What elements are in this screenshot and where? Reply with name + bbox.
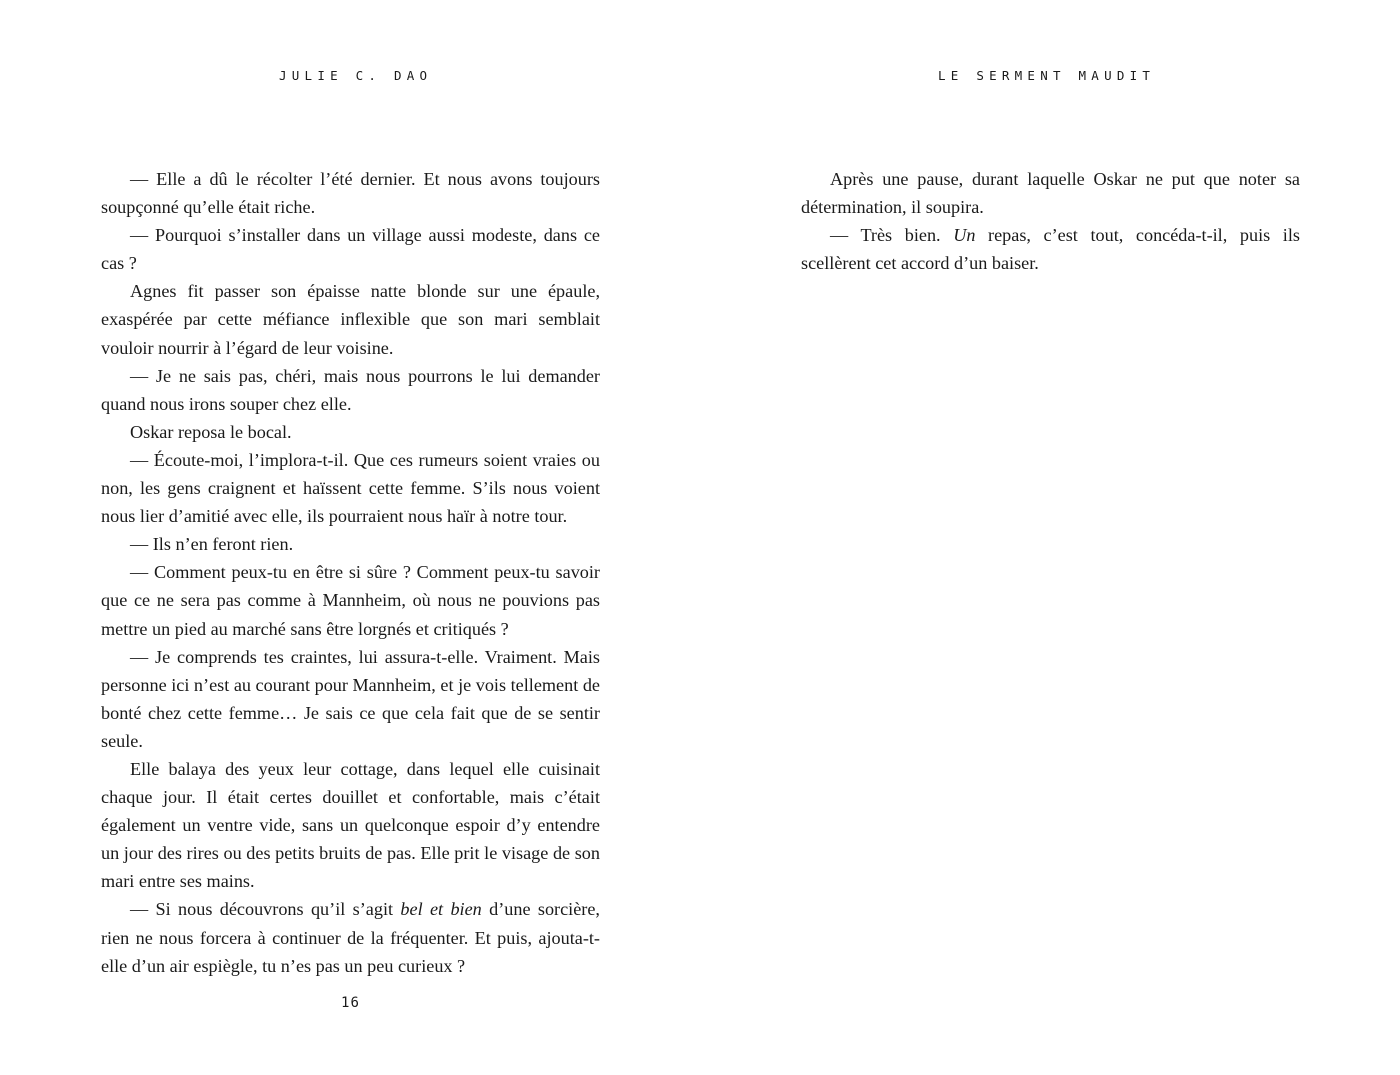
paragraph: — Pourquoi s’installer dans un village aussi modeste, dans ce cas ? xyxy=(101,225,600,274)
paragraph xyxy=(101,895,600,979)
right-page xyxy=(700,0,1400,1075)
paragraph-text: — Si nous découvrons qu’il s’agit xyxy=(130,899,401,920)
paragraph-text: repas, c’est tout, concéda-t-il, puis ils scellèrent cet accord d’un baiser. xyxy=(801,225,1300,274)
paragraph xyxy=(801,221,1300,277)
paragraph-text: d’une sorcière, rien ne nous forcera à continuer de la fréquenter. Et puis, ajouta-t-elle d’un air espiègle, tu n’es pas un peu curieux ? xyxy=(101,899,600,976)
paragraph: — Écoute-moi, l’implora-t-il. Que ces rumeurs soient vraies ou non, les gens craignent et haïssent cette femme. S’ils nous voient nous lier d’amitié avec elle, ils pourraient nous haïr à notre tour. xyxy=(101,449,600,527)
paragraph: Agnes fit passer son épaisse natte blonde sur une épaule, exaspérée par cette méfiance inflexible que son mari semblait vouloir nourrir à l’égard de leur voisine. xyxy=(101,281,600,358)
paragraph: — Je ne sais pas, chéri, mais nous pourrons le lui demander quand nous irons souper chez elle. xyxy=(101,365,600,414)
italic-phrase: Un xyxy=(953,225,976,246)
paragraph: — Elle a dû le récolter l’été dernier. Et nous avons toujours soupçonné qu’elle était riche. xyxy=(101,169,600,218)
paragraph-text: — Très bien. xyxy=(830,225,954,246)
paragraph: — Je comprends tes craintes, lui assura-t-elle. Vraiment. Mais personne ici n’est au courant pour Mannheim, et je vois tellement de bonté chez cette femme… Je sais ce que cela fait que de se sentir seule. xyxy=(101,646,600,751)
running-head-author: JULIE C. DAO xyxy=(279,68,433,83)
page-number: 16 xyxy=(341,995,361,1011)
left-page-body xyxy=(101,165,600,980)
paragraph: Elle balaya des yeux leur cottage, dans lequel elle cuisinait chaque jour. Il était certes douillet et confortable, mais c’était également un ventre vide, sans un quelconque espoir d’y entendre un jour des rires ou des petits bruits de pas. Elle prit le visage de son mari entre ses mains. xyxy=(101,758,600,892)
paragraph: — Comment peux-tu en être si sûre ? Comment peux-tu savoir que ce ne sera pas comme à Mannheim, où nous ne pouvions pas mettre un pied au marché sans être lorgnés et critiqués ? xyxy=(101,562,600,639)
paragraph: Après une pause, durant laquelle Oskar ne put que noter sa détermination, il soupira. xyxy=(801,169,1300,218)
paragraph: Oskar reposa le bocal. xyxy=(130,421,292,442)
right-page-body xyxy=(801,165,1300,277)
paragraph: — Ils n’en feront rien. xyxy=(130,534,294,555)
running-head-title: LE SERMENT MAUDIT xyxy=(938,68,1156,83)
italic-phrase: bel et bien xyxy=(400,899,482,920)
